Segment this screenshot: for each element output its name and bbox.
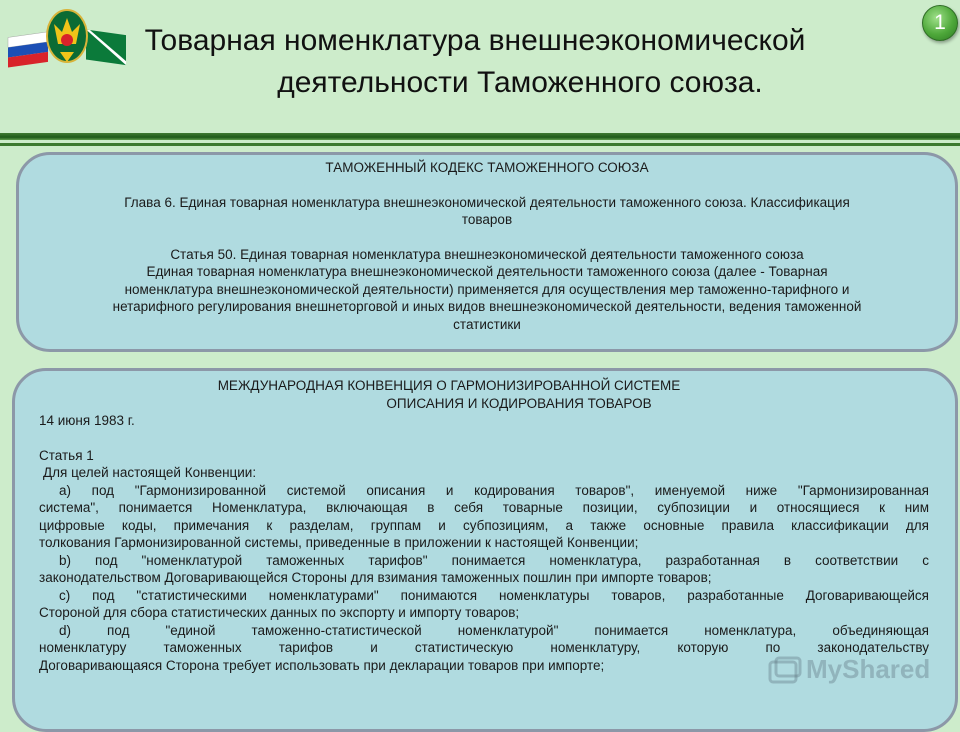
clause-a-line-3: цифровые коды, примечания к разделам, группам и субпозициям, а также основные правила классификации для xyxy=(39,517,929,533)
article-text-4: статистики xyxy=(453,316,521,332)
chapter-line-1: Глава 6. Единая товарная номенклатура внешнеэкономической деятельности таможенного союза. Классификация xyxy=(124,194,850,210)
article-title: Статья 50. Единая товарная номенклатура внешнеэкономической деятельности таможенного союза xyxy=(170,246,804,262)
title-line-1: Товарная номенклатура внешнеэкономической xyxy=(144,24,806,57)
article-text-1: Единая товарная номенклатура внешнеэкономической деятельности таможенного союза (далее - Товарная xyxy=(146,264,828,279)
article-text-3: нетарифного регулирования внешнеторговой и иных видов внешнеэкономической деятельности, ведения таможенной xyxy=(112,299,862,314)
clause-d-line-1: d) под "единой таможенно-статистической номенклатурой" понимается номенклатура, объединяющая xyxy=(59,622,929,638)
chapter-line-2: товаров xyxy=(461,212,513,227)
panel-heading: ТАМОЖЕННЫЙ КОДЕКС ТАМОЖЕННОГО СОЮЗА xyxy=(325,160,649,175)
panel-heading-1: МЕЖДУНАРОДНАЯ КОНВЕНЦИЯ О ГАРМОНИЗИРОВАННОЙ СИСТЕМЕ xyxy=(217,378,681,393)
clause-c-line-1: c) под "статистическими номенклатурами" понимаются номенклатуры товаров, разработанные Договаривающейся xyxy=(59,587,929,603)
clause-a-line-2: система", понимается Номенклатура, включающая в себя товарные позиции, субпозиции и относящиеся к ним xyxy=(39,500,929,515)
article-number: Статья 1 xyxy=(39,447,94,463)
clause-d-line-2: номенклатуру таможенных тарифов и статистическую номенклатуру, которую по законодательству xyxy=(39,640,929,655)
clause-b-line-1: b) под "номенклатурой таможенных тарифов" понимается номенклатура, разработанная в соответствии с xyxy=(59,552,929,568)
watermark-text: MyShared xyxy=(806,654,931,684)
customs-code-panel xyxy=(16,152,958,352)
clause-a-line-1: a) под "Гармонизированной системой описания и кодирования товаров", именуемой ниже "Гармонизированная xyxy=(59,482,929,498)
article-text-2: номенклатура внешнеэкономической деятельности) применяется для осуществления мер таможенно-тарифного и xyxy=(124,281,850,297)
clause-b-line-2: законодательством Договаривающейся Стороны для взимания таможенных пошлин при импорте товаров; xyxy=(39,570,712,585)
clause-a-line-4: толкования Гармонизированной системы, приведенные в приложении к настоящей Конвенции; xyxy=(39,535,639,550)
page-title xyxy=(140,20,900,104)
clause-d-line-3: Договаривающаяся Сторона требует использовать при декларации товаров при импорте; xyxy=(39,657,605,673)
clause-c-line-2: Стороной для сбора статистических данных по экспорту и импорту товаров; xyxy=(39,605,520,620)
title-line-2: деятельности Таможенного союза. xyxy=(277,66,763,99)
header-divider-thin xyxy=(0,143,960,146)
slide-number-badge: 1 xyxy=(922,5,958,41)
panel-heading-2: ОПИСАНИЯ И КОДИРОВАНИЯ ТОВАРОВ xyxy=(386,395,652,411)
watermark-icon xyxy=(768,656,802,686)
article-intro: Для целей настоящей Конвенции: xyxy=(43,465,257,480)
header-divider xyxy=(0,133,960,140)
convention-date: 14 июня 1983 г. xyxy=(39,413,135,428)
